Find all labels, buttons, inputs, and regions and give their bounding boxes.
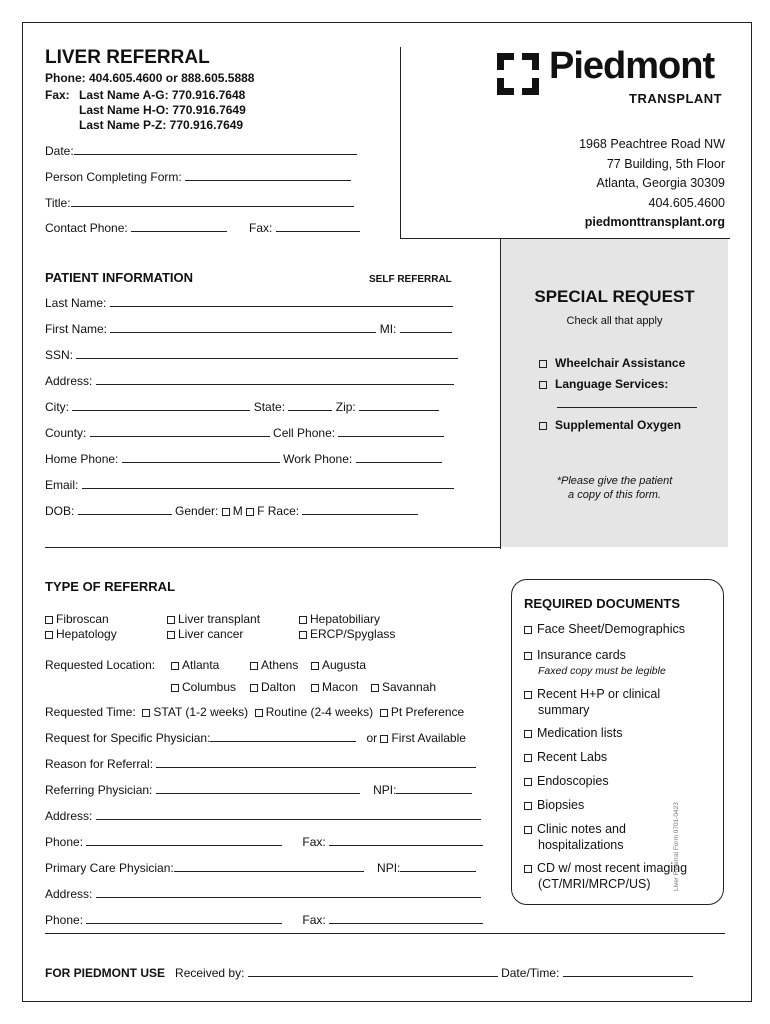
contact-phone-label: Contact Phone: bbox=[45, 221, 128, 235]
cell-label: Cell Phone: bbox=[273, 426, 336, 440]
cd-imaging-label-2: (CT/MRI/MRCP/US) bbox=[538, 877, 651, 891]
type-liver-transplant[interactable] bbox=[167, 612, 260, 626]
female-label: F bbox=[257, 504, 265, 518]
labs-label: Recent Labs bbox=[537, 750, 608, 764]
reason-label: Reason for Referral: bbox=[45, 757, 154, 771]
oxygen-option[interactable] bbox=[539, 418, 681, 432]
logo-name: Piedmont bbox=[549, 45, 715, 87]
email-field[interactable] bbox=[45, 478, 454, 492]
ercp-checkbox[interactable] bbox=[299, 631, 307, 639]
savannah-label: Savannah bbox=[382, 680, 437, 694]
doc-labs[interactable] bbox=[524, 750, 607, 765]
doc-insurance[interactable] bbox=[524, 648, 626, 663]
male-checkbox[interactable] bbox=[222, 508, 230, 516]
liver-cancer-label: Liver cancer bbox=[178, 627, 244, 641]
referring-physician-field[interactable] bbox=[45, 783, 472, 797]
referring-address-field[interactable] bbox=[45, 809, 481, 823]
liver-cancer-checkbox[interactable] bbox=[167, 631, 175, 639]
fibroscan-checkbox[interactable] bbox=[45, 616, 53, 624]
type-liver-cancer[interactable] bbox=[167, 627, 243, 641]
address-phone: 404.605.4600 bbox=[648, 195, 725, 210]
referral-heading: TYPE OF REFERRAL bbox=[45, 579, 176, 594]
insurance-note: Faxed copy must be legible bbox=[538, 665, 666, 677]
female-checkbox[interactable] bbox=[246, 508, 254, 516]
macon-checkbox[interactable] bbox=[311, 684, 319, 692]
doc-hp[interactable] bbox=[524, 687, 660, 702]
referring-fax-label: Fax: bbox=[302, 835, 326, 849]
patient-heading: PATIENT INFORMATION bbox=[45, 270, 194, 285]
special-heading: SPECIAL REQUEST bbox=[534, 287, 695, 306]
face-sheet-label: Face Sheet/Demographics bbox=[537, 622, 685, 636]
cd-imaging-checkbox[interactable] bbox=[524, 865, 532, 873]
athens-label: Athens bbox=[261, 658, 299, 672]
phone-line: Phone: 404.605.4600 or 888.605.5888 bbox=[45, 71, 255, 85]
city-state-zip-field[interactable] bbox=[45, 400, 439, 414]
home-label: Home Phone: bbox=[45, 452, 119, 466]
referring-phone-fax-field[interactable] bbox=[45, 835, 483, 849]
address-block bbox=[579, 135, 725, 233]
date-field[interactable] bbox=[45, 144, 357, 158]
last-name-label: Last Name: bbox=[45, 296, 107, 310]
fax-line-ag: Last Name A-G: 770.916.7648 bbox=[79, 88, 246, 102]
type-hepatobiliary[interactable] bbox=[299, 612, 380, 626]
county-cell-field[interactable] bbox=[45, 426, 444, 440]
referral-form bbox=[22, 22, 752, 1002]
location-atlanta[interactable] bbox=[171, 658, 219, 672]
contact-fax-field[interactable] bbox=[249, 221, 360, 235]
dob-label: DOB: bbox=[45, 504, 75, 518]
fax-label: Fax: bbox=[45, 88, 70, 102]
location-savannah[interactable] bbox=[371, 680, 436, 694]
type-ercp[interactable] bbox=[299, 627, 395, 641]
insurance-label: Insurance cards bbox=[537, 648, 626, 662]
endoscopies-checkbox[interactable] bbox=[524, 778, 532, 786]
special-request-panel bbox=[501, 239, 728, 547]
language-label: Language Services: bbox=[555, 377, 669, 391]
doc-medications[interactable] bbox=[524, 726, 622, 741]
type-fibroscan[interactable] bbox=[45, 612, 109, 626]
biopsies-label: Biopsies bbox=[537, 798, 585, 812]
dalton-checkbox[interactable] bbox=[250, 684, 258, 692]
first-available-checkbox[interactable] bbox=[380, 735, 388, 743]
language-checkbox[interactable] bbox=[539, 381, 547, 389]
medications-checkbox[interactable] bbox=[524, 730, 532, 738]
special-sub: Check all that apply bbox=[566, 315, 663, 327]
atlanta-label: Atlanta bbox=[182, 658, 220, 672]
macon-label: Macon bbox=[322, 680, 359, 694]
routine-checkbox[interactable] bbox=[255, 709, 263, 717]
hp-label-2: summary bbox=[538, 703, 590, 717]
reason-field[interactable] bbox=[45, 757, 476, 771]
savannah-checkbox[interactable] bbox=[371, 684, 379, 692]
docs-heading: REQUIRED DOCUMENTS bbox=[524, 596, 681, 611]
footer-top-line bbox=[45, 933, 725, 934]
medications-label: Medication lists bbox=[537, 726, 623, 740]
augusta-label: Augusta bbox=[322, 658, 367, 672]
requested-time-row bbox=[45, 705, 464, 719]
hepatobiliary-checkbox[interactable] bbox=[299, 616, 307, 624]
received-by-label: Received by: bbox=[175, 966, 245, 980]
wheelchair-option[interactable] bbox=[539, 356, 685, 370]
address-web[interactable]: piedmonttransplant.org bbox=[584, 215, 725, 229]
liver-transplant-checkbox[interactable] bbox=[167, 616, 175, 624]
county-label: County: bbox=[45, 426, 87, 440]
labs-checkbox[interactable] bbox=[524, 754, 532, 762]
location-macon[interactable] bbox=[311, 680, 358, 694]
patient-address-label: Address: bbox=[45, 374, 93, 388]
gender-label: Gender: bbox=[175, 504, 219, 518]
home-work-field[interactable] bbox=[45, 452, 442, 466]
pcp-fax-label: Fax: bbox=[302, 913, 326, 927]
address-line2: 77 Building, 5th Floor bbox=[606, 156, 725, 171]
clinic-notes-label-2: hospitalizations bbox=[538, 838, 624, 852]
stat-checkbox[interactable] bbox=[142, 709, 150, 717]
specific-physician-label: Request for Specific Physician: bbox=[45, 731, 211, 745]
fax-line-pz: Last Name P-Z: 770.916.7649 bbox=[79, 118, 244, 132]
doc-biopsies[interactable] bbox=[524, 798, 584, 813]
header-divider bbox=[400, 47, 401, 239]
ssn-label: SSN: bbox=[45, 348, 74, 362]
location-augusta[interactable] bbox=[311, 658, 366, 672]
language-input-line[interactable] bbox=[557, 407, 697, 408]
piedmont-use-row[interactable] bbox=[45, 966, 693, 980]
first-available-label: First Available bbox=[391, 731, 466, 745]
pcp-field[interactable] bbox=[45, 861, 476, 875]
datetime-label: Date/Time: bbox=[501, 966, 560, 980]
specific-physician-field[interactable] bbox=[45, 731, 466, 745]
person-label: Person Completing Form: bbox=[45, 170, 182, 184]
pcp-phone-fax-field[interactable] bbox=[45, 913, 483, 927]
piedmont-use-label: FOR PIEDMONT USE bbox=[45, 966, 166, 980]
hp-label-1: Recent H+P or clinical bbox=[537, 687, 661, 701]
race-label: Race: bbox=[267, 504, 300, 518]
oxygen-label: Supplemental Oxygen bbox=[555, 418, 682, 432]
wheelchair-checkbox[interactable] bbox=[539, 360, 547, 368]
hepatology-checkbox[interactable] bbox=[45, 631, 53, 639]
location-columbus[interactable] bbox=[171, 680, 236, 694]
form-title: LIVER REFERRAL bbox=[45, 47, 210, 68]
referring-address-label: Address: bbox=[45, 809, 93, 823]
logo-sub: TRANSPLANT bbox=[629, 91, 723, 106]
last-name-field[interactable] bbox=[45, 296, 453, 310]
doc-endoscopies[interactable] bbox=[524, 774, 609, 789]
fibroscan-label: Fibroscan bbox=[56, 612, 109, 626]
pcp-label: Primary Care Physician: bbox=[45, 861, 174, 875]
liver-transplant-label: Liver transplant bbox=[178, 612, 261, 626]
city-label: City: bbox=[45, 400, 69, 414]
oxygen-checkbox[interactable] bbox=[539, 422, 547, 430]
or-label: or bbox=[366, 731, 378, 745]
location-dalton[interactable] bbox=[250, 680, 296, 694]
athens-checkbox[interactable] bbox=[250, 662, 258, 670]
special-note-line2: a copy of this form. bbox=[568, 489, 661, 501]
face-sheet-checkbox[interactable] bbox=[524, 626, 532, 634]
referring-label: Referring Physician: bbox=[45, 783, 153, 797]
person-field[interactable] bbox=[45, 170, 351, 184]
clinic-notes-checkbox[interactable] bbox=[524, 826, 532, 834]
dob-gender-race-field[interactable] bbox=[45, 504, 418, 518]
referring-npi-label: NPI: bbox=[373, 783, 397, 797]
cd-imaging-label-1: CD w/ most recent imaging bbox=[537, 861, 688, 875]
address-line1: 1968 Peachtree Road NW bbox=[579, 137, 725, 151]
requested-location-label: Requested Location: bbox=[45, 658, 156, 672]
title-field[interactable] bbox=[45, 196, 354, 210]
pcp-phone-label: Phone: bbox=[45, 913, 84, 927]
augusta-checkbox[interactable] bbox=[311, 662, 319, 670]
biopsies-checkbox[interactable] bbox=[524, 802, 532, 810]
contact-fax-label: Fax: bbox=[249, 221, 273, 235]
doc-cd-imaging[interactable] bbox=[524, 861, 687, 876]
columbus-label: Columbus bbox=[182, 680, 237, 694]
first-name-label: First Name: bbox=[45, 322, 108, 336]
pcp-address-label: Address: bbox=[45, 887, 93, 901]
patient-address-field[interactable] bbox=[45, 374, 454, 388]
date-label: Date: bbox=[45, 144, 74, 158]
requested-time-label: Requested Time: bbox=[45, 705, 136, 719]
hepatobiliary-label: Hepatobiliary bbox=[310, 612, 381, 626]
atlanta-checkbox[interactable] bbox=[171, 662, 179, 670]
doc-face-sheet[interactable] bbox=[524, 622, 685, 637]
language-option[interactable] bbox=[539, 377, 668, 391]
ssn-field[interactable] bbox=[45, 348, 458, 362]
zip-label: Zip: bbox=[335, 400, 356, 414]
type-hepatology[interactable] bbox=[45, 627, 117, 641]
ercp-label: ERCP/Spyglass bbox=[310, 627, 396, 641]
email-label: Email: bbox=[45, 478, 79, 492]
special-note-line1: *Please give the patient bbox=[556, 475, 673, 487]
patient-bottom-line bbox=[45, 547, 501, 548]
work-label: Work Phone: bbox=[283, 452, 353, 466]
pt-preference-label: Pt Preference bbox=[390, 705, 465, 719]
state-label: State: bbox=[253, 400, 286, 414]
self-referral-label: SELF REFERRAL bbox=[369, 274, 452, 285]
clinic-notes-label-1: Clinic notes and bbox=[537, 822, 626, 836]
endoscopies-label: Endoscopies bbox=[537, 774, 609, 788]
wheelchair-label: Wheelchair Assistance bbox=[555, 356, 686, 370]
contact-phone-field[interactable] bbox=[45, 221, 227, 235]
columbus-checkbox[interactable] bbox=[171, 684, 179, 692]
special-note bbox=[501, 474, 728, 502]
pcp-address-field[interactable] bbox=[45, 887, 481, 901]
doc-clinic-notes[interactable] bbox=[524, 822, 626, 837]
dalton-label: Dalton bbox=[261, 680, 296, 694]
address-line3: Atlanta, Georgia 30309 bbox=[596, 176, 725, 190]
routine-label: Routine (2-4 weeks) bbox=[265, 705, 374, 719]
insurance-checkbox[interactable] bbox=[524, 652, 532, 660]
pt-preference-checkbox[interactable] bbox=[380, 709, 388, 717]
piedmont-logo-icon bbox=[493, 49, 543, 104]
fax-line-ho: Last Name H-O: 770.916.7649 bbox=[79, 103, 246, 117]
title-label: Title: bbox=[45, 196, 71, 210]
stat-label: STAT (1-2 weeks) bbox=[153, 705, 249, 719]
hepatology-label: Hepatology bbox=[56, 627, 117, 641]
pcp-npi-label: NPI: bbox=[377, 861, 401, 875]
location-athens[interactable] bbox=[250, 658, 298, 672]
referring-phone-label: Phone: bbox=[45, 835, 84, 849]
required-documents-box bbox=[511, 579, 724, 905]
male-label: M bbox=[232, 504, 243, 518]
mi-label: MI: bbox=[379, 322, 397, 336]
form-id: Liver Referral Form 0701-0423 bbox=[673, 802, 680, 891]
first-name-field[interactable] bbox=[45, 322, 452, 336]
hp-checkbox[interactable] bbox=[524, 691, 532, 699]
